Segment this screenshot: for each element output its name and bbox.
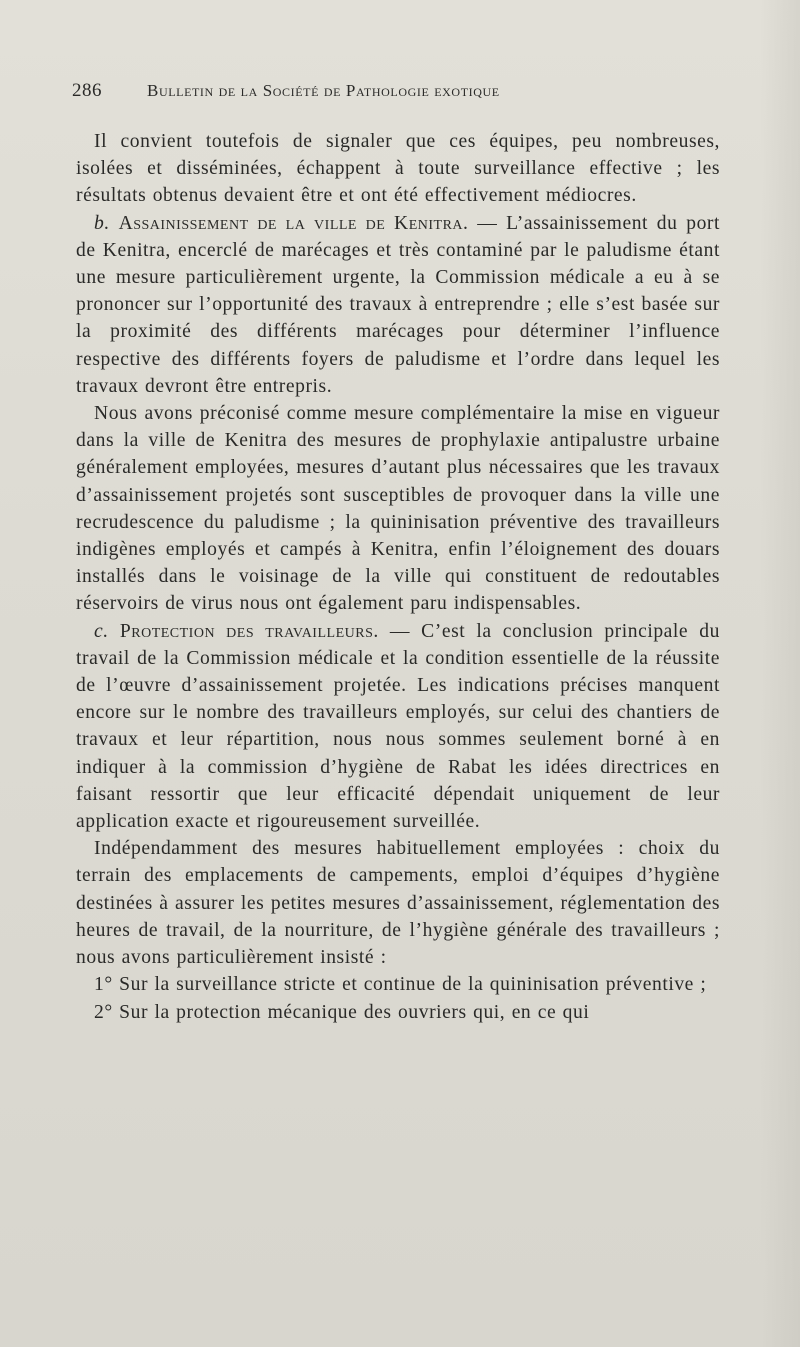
section-marker-c: c. [94, 620, 109, 642]
page-edge-shading [760, 0, 800, 1347]
paragraph-prophylaxie: Nous avons préconisé comme mesure complémentaire la mise en vigueur dans la ville de Kenitra des mesures de prophylaxie antipalustre urbaine généralement employées, mesures d’autant plus nécessaires que les travaux d’assainissement projetés sont susceptibles de provoquer dans la ville une recrudescence du paludisme ; la quininisation préventive des travailleurs indigènes employés et campés à Kenitra, enfin l’éloignement des douars installés dans le voisinage de la ville qui constituent de redoutables réservoirs de virus nous ont également paru indispensables. [76, 403, 720, 615]
paragraph-equipes: Il convient toutefois de signaler que ces équipes, peu nombreuses, isolées et disséminées, échappent à toute surveillance effective ; les résultats obtenus devaient être et ont été effectivement médiocres. [76, 131, 720, 207]
paragraph-protection-mecanique: 2° Sur la protection mécanique des ouvriers qui, en ce qui [94, 1001, 590, 1023]
paragraph-text: — C’est la conclusion principale du travail de la Commission médicale et la condition essentielle de la réussite de l’œuvre d’assainissement projetée. Les indications précises manquent encore sur le nombre des travailleurs employés, sur celui des chantiers de travaux et leur répartition, nous nous sommes seulement borné à en indiquer à la commission d’hygiène de Rabat les idées directrices en faisant ressortir que leur efficacité dépendait uniquement de leur application exacte et rigoureusement surveillée. [76, 620, 721, 833]
section-heading-assainissement: Assainissement de la ville de Kenitra. [118, 212, 469, 234]
paragraph-text: — L’assainissement du port de Kenitra, encerclé de marécages et très contaminé par le paludisme étant une mesure particulièrement urgente, la Commission médicale a eu à se prononcer sur l’opportunité des travaux à entreprendre ; elle s’est basée sur la proximité des différents marécages pour déterminer l’influence respective des différents foyers de paludisme et l’ordre dans lequel les travaux devront être entrepris. [76, 212, 721, 397]
paragraph-protection-travailleurs [76, 618, 720, 836]
paragraph-mesures-habituelles: Indépendamment des mesures habituellement employées : choix du terrain des emplacements de campements, emploi d’équipes d’hygiène destinées à assurer les petites mesures d’assainissement, réglementation des heures de travail, de la nourriture, de l’hygiène générale des travailleurs ; nous avons particulièrement insisté : [76, 838, 720, 969]
paragraph-quininisation: 1° Sur la surveillance stricte et continue de la quininisation préventive ; [94, 974, 707, 996]
section-heading-protection: Protection des travailleurs. [119, 620, 379, 642]
page-header [72, 80, 722, 110]
section-marker-b: b. [94, 212, 110, 234]
body-text [76, 128, 720, 1026]
page-number: 286 [72, 80, 102, 101]
paragraph-assainissement-kenitra [76, 210, 720, 400]
running-head: Bulletin de la Société de Pathologie exotique [147, 81, 500, 100]
